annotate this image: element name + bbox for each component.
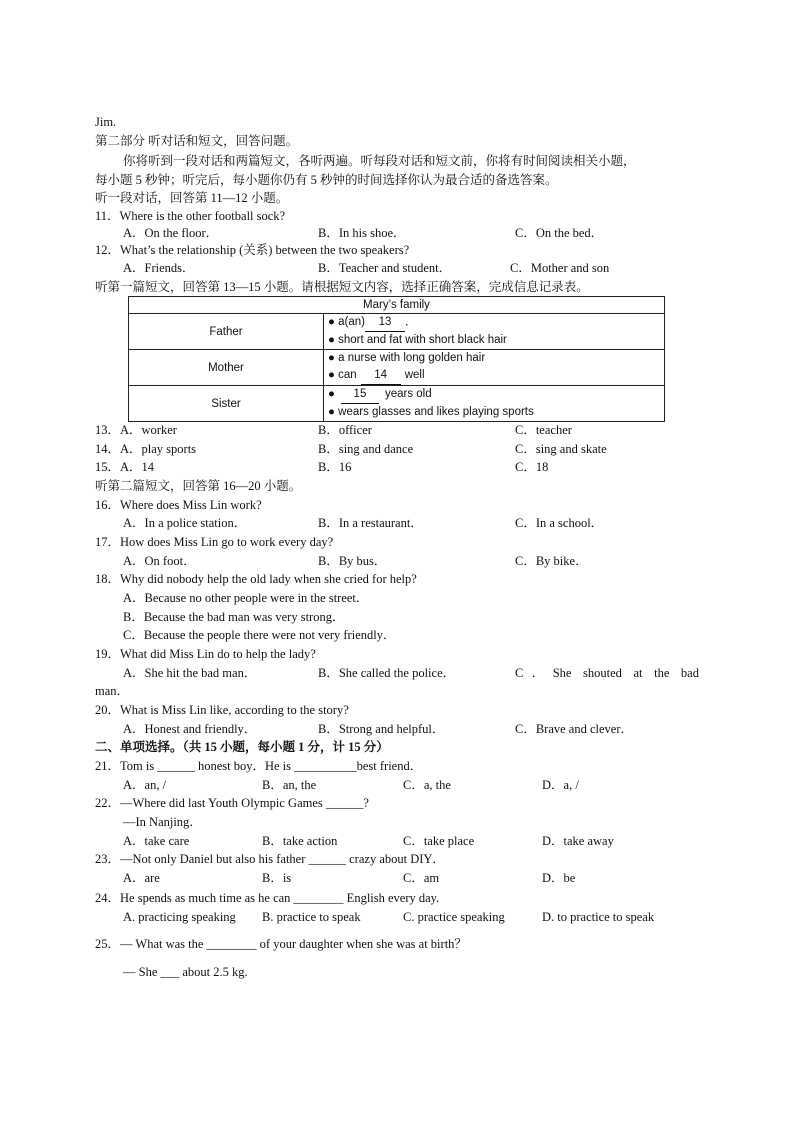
sister-label: Sister (129, 386, 324, 422)
q17-option-b[interactable]: B．By bus． (318, 554, 387, 568)
q16-option-a[interactable]: A．In a police station． (123, 516, 247, 530)
q22-reply: —In Nanjing． (123, 815, 202, 829)
q12-option-c[interactable]: C．Mother and son (510, 261, 610, 275)
q23-option-a[interactable]: A．are (123, 871, 160, 885)
q25-reply: — She ___ about 2.5 kg. (123, 965, 248, 979)
q24-stem: 24．He spends as much time as he can ________ English every day. (95, 891, 440, 905)
q11-stem: 11．Where is the other football sock? (95, 209, 286, 223)
q20-option-c[interactable]: C．Brave and clever． (515, 722, 634, 736)
q20-stem: 20．What is Miss Lin like, according to the story? (95, 703, 349, 717)
part2-instruction-2: 每小题 5 秒钟；听完后，每小题你仍有 5 秒钟的时间选择你认为最合适的备选答案。 (95, 173, 558, 187)
single-choice-heading: 二、单项选择。（共 15 小题，每小题 1 分，计 15 分） (95, 740, 389, 754)
q22-option-a[interactable]: A．take care (123, 834, 190, 848)
q17-option-a[interactable]: A．On foot． (123, 554, 196, 568)
blank-15[interactable]: 15 (341, 386, 379, 404)
q15-option-c[interactable]: C．18 (515, 460, 549, 474)
q16-stem: 16．Where does Miss Lin work? (95, 498, 262, 512)
q21-option-c[interactable]: C．a, the (403, 778, 451, 792)
q24-option-b[interactable]: B. practice to speak (262, 910, 361, 924)
q24-option-c[interactable]: C. practice speaking (403, 910, 505, 924)
family-info-table (128, 296, 665, 422)
q13-option-b[interactable]: B．officer (318, 423, 372, 437)
q20-option-a[interactable]: A．Honest and friendly． (123, 722, 257, 736)
q21-option-a[interactable]: A．an, / (123, 778, 167, 792)
q18-stem: 18．Why did nobody help the old lady when she cried for help? (95, 572, 417, 586)
passage2-heading: 听第二篇短文，回答第 16—20 小题。 (95, 479, 302, 493)
q15-option-b[interactable]: B．16 (318, 460, 352, 474)
q19-option-a[interactable]: A．She hit the bad man． (123, 666, 257, 680)
q16-option-c[interactable]: C．In a school． (515, 516, 604, 530)
passage1-heading: 听第一篇短文，回答第 13—15 小题。请根据短文内容，选择正确答案，完成信息记录表。 (95, 280, 589, 294)
mother-info: ● a nurse with long golden hair ● can 14 well (324, 350, 665, 386)
blank-13[interactable]: 13 (365, 314, 405, 332)
q14-option-c[interactable]: C．sing and skate (515, 442, 607, 456)
q16-option-b[interactable]: B．In a restaurant． (318, 516, 423, 530)
q19-option-c-continued: man． (95, 684, 130, 698)
q25-stem: 25．— What was the ________ of your daughter when she was at birth？ (95, 937, 467, 951)
q22-stem: 22．—Where did last Youth Olympic Games ______? (95, 796, 369, 810)
q21-option-b[interactable]: B．an, the (262, 778, 317, 792)
q12-option-a[interactable]: A．Friends． (123, 261, 195, 275)
part2-heading: 第二部分 听对话和短文，回答问题。 (95, 134, 299, 148)
q19-stem: 19．What did Miss Lin do to help the lady? (95, 647, 316, 661)
father-info: ● a(an) 13 ． ● short and fat with short black hair (324, 314, 665, 350)
q12-stem: 12．What’s the relationship (关系) between the two speakers? (95, 243, 410, 257)
q23-stem: 23．—Not only Daniel but also his father ______ crazy about DIY． (95, 852, 445, 866)
q24-option-a[interactable]: A. practicing speaking (123, 910, 236, 924)
q11-option-a[interactable]: A．On the floor． (123, 226, 219, 240)
q23-option-d[interactable]: D．be (542, 871, 576, 885)
table-title: Mary’s family (129, 297, 665, 314)
q19-option-b[interactable]: B．She called the police． (318, 666, 456, 680)
q23-option-c[interactable]: C．am (403, 871, 440, 885)
q21-option-d[interactable]: D．a, / (542, 778, 579, 792)
q24-option-d[interactable]: D. to practice to speak (542, 910, 655, 924)
sister-info: ● 15 years old ● wears glasses and likes playing sports (324, 386, 665, 422)
mother-label: Mother (129, 350, 324, 386)
q13-option-a[interactable]: 13．A．worker (95, 423, 177, 437)
q15-option-a[interactable]: 15．A．14 (95, 460, 155, 474)
dialog-heading: 听一段对话，回答第 11—12 小题。 (95, 191, 289, 205)
q20-option-b[interactable]: B．Strong and helpful． (318, 722, 445, 736)
father-label: Father (129, 314, 324, 350)
q22-option-d[interactable]: D．take away (542, 834, 614, 848)
q11-option-c[interactable]: C．On the bed． (515, 226, 604, 240)
q18-option-b[interactable]: B．Because the bad man was very strong． (123, 610, 345, 624)
intro-tail: Jim. (95, 115, 117, 129)
q19-option-c[interactable]: C．She shouted at the bad (515, 666, 699, 680)
q12-option-b[interactable]: B．Teacher and student． (318, 261, 452, 275)
q14-option-a[interactable]: 14．A．play sports (95, 442, 197, 456)
q18-option-c[interactable]: C．Because the people there were not very friendly． (123, 628, 396, 642)
q22-option-b[interactable]: B．take action (262, 834, 338, 848)
blank-14[interactable]: 14 (361, 367, 401, 385)
q17-option-c[interactable]: C．By bike． (515, 554, 588, 568)
part2-instruction-1: 你将听到一段对话和两篇短文，各听两遍。听每段对话和短文前，你将有时间阅读相关小题， (123, 154, 636, 168)
q14-option-b[interactable]: B．sing and dance (318, 442, 414, 456)
q17-stem: 17．How does Miss Lin go to work every day? (95, 535, 334, 549)
q23-option-b[interactable]: B．is (262, 871, 292, 885)
q22-option-c[interactable]: C．take place (403, 834, 475, 848)
q11-option-b[interactable]: B．In his shoe． (318, 226, 406, 240)
q13-option-c[interactable]: C．teacher (515, 423, 572, 437)
q18-option-a[interactable]: A．Because no other people were in the street． (123, 591, 369, 605)
q21-stem: 21．Tom is ______ honest boy．He is __________best friend． (95, 759, 423, 773)
